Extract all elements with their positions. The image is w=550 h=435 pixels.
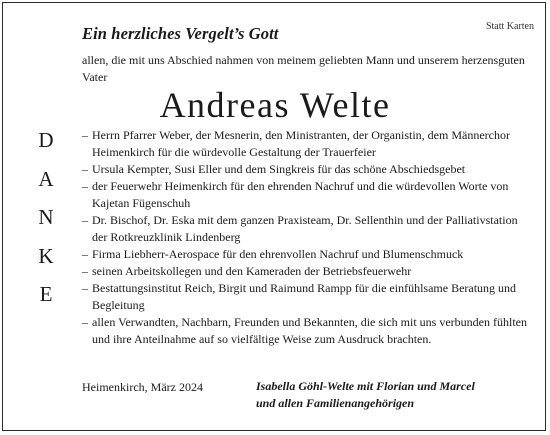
thanks-item: – Dr. Bischof, Dr. Eska mit dem ganzen Praxisteam, Dr. Sellenthin und der Palliativstation der Rotkreuzklinik Lindenberg — [82, 212, 532, 246]
place-date: Heimenkirch, März 2024 — [82, 380, 203, 394]
thanks-item: – Ursula Kempter, Susi Eller und dem Singkreis für das schöne Abschiedsgebet — [82, 161, 532, 178]
danke-letter: A — [38, 166, 54, 191]
danke-letter: N — [38, 205, 54, 229]
thanks-item: – Firma Liebherr-Aerospace für den ehrenvollen Nachruf und Blumenschmuck — [82, 246, 532, 263]
thanks-list — [82, 127, 532, 348]
danke-vertical-word — [36, 130, 56, 323]
deceased-name: Andreas Welte — [159, 85, 391, 125]
thanks-item: – der Feuerwehr Heimenkirch für den ehrenden Nachruf und die würdevollen Worte von Kajetan Fügenschuh — [82, 178, 532, 212]
thanks-item: – seinen Arbeitskollegen und den Kameraden der Betriebsfeuerwehr — [82, 263, 532, 280]
thanks-item: – allen Verwandten, Nachbarn, Freunden und Bekannten, die sich mit uns verbunden fühlten und ihre Anteilnahme auf so vielfältige Weise zum Ausdruck brachten. — [82, 314, 532, 348]
signature-line: Isabella Göhl-Welte mit Florian und Marcel — [256, 379, 475, 393]
statt-karten-label: Statt Karten — [485, 21, 534, 32]
danke-letter: K — [38, 243, 54, 268]
intro-text: allen, die mit uns Abschied nahmen von meinem geliebten Mann und unserem herzensguten Vater — [82, 53, 525, 84]
danke-letter: D — [38, 128, 54, 152]
thanks-item: – Bestattungsinstitut Reich, Birgit und Raimund Rampp für die einfühlsame Beratung und Begleitung — [82, 280, 532, 314]
thanks-item: – Herrn Pfarrer Weber, der Mesnerin, den Ministranten, der Organistin, dem Männerchor Heimenkirch für die würdevolle Gestaltung der Trauerfeier — [82, 127, 532, 161]
danke-letter: E — [39, 282, 53, 306]
signature — [256, 378, 541, 412]
signature-line: und allen Familienangehörigen — [256, 396, 415, 410]
headline: Ein herzliches Vergelt’s Gott — [82, 24, 279, 43]
